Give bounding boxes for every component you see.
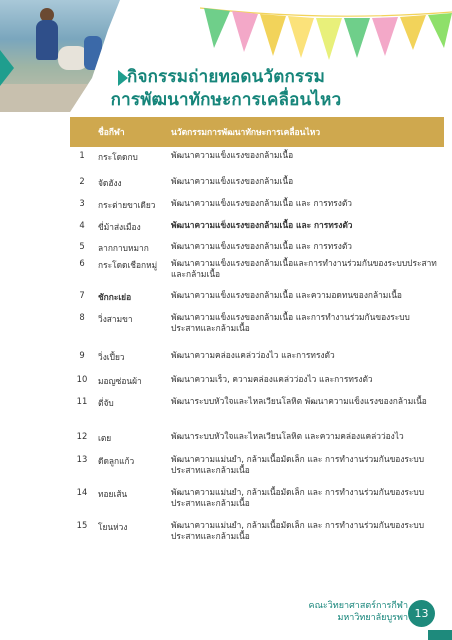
innovation-desc: พัฒนาระบบหัวใจและไหลเวียนโลหิต พัฒนาความแข็งแรงของกล้ามเนื้อ	[171, 396, 427, 406]
table-row	[70, 371, 444, 393]
row-number: 14	[76, 487, 88, 497]
innovation-desc: พัฒนาความแข็งแรงของกล้ามเนื้อ และความอดทนของกล้ามเนื้อ	[171, 290, 402, 300]
sport-name: ขี่ม้าส่งเมือง	[98, 222, 141, 232]
innovation-desc: พัฒนาความแข็งแรงของกล้ามเนื้อ และ การทรงตัว	[171, 220, 353, 230]
innovation-desc: พัฒนาความแข็งแรงของกล้ามเนื้อ และ การทรงตัว	[171, 241, 353, 251]
row-number: 10	[76, 374, 88, 384]
column-header-sport: ชื่อกีฬา	[94, 117, 171, 147]
innovation-desc: พัฒนาความแข็งแรงของกล้ามเนื้อ และการทำงานร่วมกันของระบบประสาทและกล้ามเนื้อ	[171, 312, 410, 333]
page-title-line1: กิจกรรมถ่ายทอดนวัตกรรม	[126, 67, 326, 87]
bunting-decoration	[200, 0, 452, 70]
row-number: 3	[79, 198, 85, 208]
sport-name: มอญซ่อนผ้า	[98, 376, 142, 386]
footer-institution	[309, 600, 408, 624]
sports-table	[70, 117, 444, 551]
table-row	[70, 195, 444, 217]
sport-name: เตย	[98, 433, 112, 443]
table-row	[70, 255, 444, 287]
column-header-innovation: นวัตกรรมการพัฒนาทักษะการเคลื่อนไหว	[171, 117, 444, 147]
table-row	[70, 238, 444, 255]
table-row	[70, 173, 444, 195]
sport-name: ลากกาบหมาก	[98, 243, 149, 253]
page-number-badge: 13	[408, 600, 435, 627]
innovation-desc: พัฒนาความแม่นยำ, กล้ามเนื้อมัดเล็ก และ การทำงานร่วมกันของระบบประสาทและกล้ามเนื้อ	[171, 520, 425, 541]
sport-name: ชักกะเย่อ	[98, 292, 132, 302]
innovation-desc: พัฒนาความแข็งแรงของกล้ามเนื้อ	[171, 176, 294, 186]
row-number: 2	[79, 176, 85, 186]
row-number: 15	[76, 520, 88, 530]
innovation-desc: พัฒนาความแม่นยำ, กล้ามเนื้อมัดเล็ก และ การทำงานร่วมกันของระบบประสาทและกล้ามเนื้อ	[171, 487, 425, 508]
table-header-row	[70, 117, 444, 147]
row-number: 9	[79, 350, 85, 360]
table-row	[70, 428, 444, 451]
row-number: 6	[79, 258, 85, 268]
innovation-desc: พัฒนาความคล่องแคล่วว่องไว และการทรงตัว	[171, 350, 335, 360]
innovation-desc: พัฒนาความแข็งแรงของกล้ามเนื้อ และ การทรงตัว	[171, 198, 353, 208]
innovation-desc: พัฒนาความแข็งแรงของกล้ามเนื้อ	[171, 150, 294, 160]
table-row	[70, 517, 444, 551]
corner-decoration	[428, 630, 452, 640]
row-number: 11	[76, 396, 88, 406]
sport-name: จัดฮังง	[98, 178, 122, 188]
column-header-number	[70, 117, 94, 147]
row-number: 13	[76, 454, 88, 464]
sport-name: ตี่จับ	[98, 398, 114, 408]
row-number: 12	[76, 431, 88, 441]
row-number: 8	[79, 312, 85, 322]
table-row	[70, 451, 444, 484]
innovation-desc: พัฒนาระบบหัวใจและไหลเวียนโลหิต และความคล่องแคล่วว่องไว	[171, 431, 404, 441]
footer-faculty: คณะวิทยาศาสตร์การกีฬา	[308, 601, 408, 611]
footer-university: มหาวิทยาลัยบูรพา	[337, 613, 408, 623]
row-number: 5	[79, 241, 85, 251]
table-row	[70, 217, 444, 238]
table-row	[70, 347, 444, 371]
innovation-desc: พัฒนาความแม่นยำ, กล้ามเนื้อมัดเล็ก และ การทำงานร่วมกันของระบบประสาทและกล้ามเนื้อ	[171, 454, 425, 475]
page-title-line2: การพัฒนาทักษะการเคลื่อนไหว	[110, 90, 342, 110]
table-row	[70, 393, 444, 428]
sport-name: ดีดลูกแก้ว	[98, 456, 135, 466]
row-number: 7	[79, 290, 85, 300]
sport-name: วิ่งสามขา	[98, 314, 133, 324]
innovation-desc: พัฒนาความเร็ว, ความคล่องแคล่วว่องไว และการทรงตัว	[171, 374, 373, 384]
table-row	[70, 147, 444, 173]
table-row	[70, 287, 444, 309]
row-number: 1	[79, 150, 85, 160]
sport-name: วิ่งเปี้ยว	[98, 352, 125, 362]
sport-name: กระโดดเชือกหมู่	[98, 260, 158, 270]
innovation-desc: พัฒนาความแข็งแรงของกล้ามเนื้อและการทำงานร่วมกันของระบบประสาทและกล้ามเนื้อ	[171, 258, 437, 279]
table-row	[70, 484, 444, 517]
sport-name: ทอยเส้น	[98, 489, 128, 499]
sport-name: กระโดดกบ	[98, 152, 138, 162]
row-number: 4	[79, 220, 85, 230]
sport-name: โยนห่วง	[98, 522, 128, 532]
sport-name: กระต่ายขาเดียว	[98, 200, 156, 210]
table-row	[70, 309, 444, 347]
